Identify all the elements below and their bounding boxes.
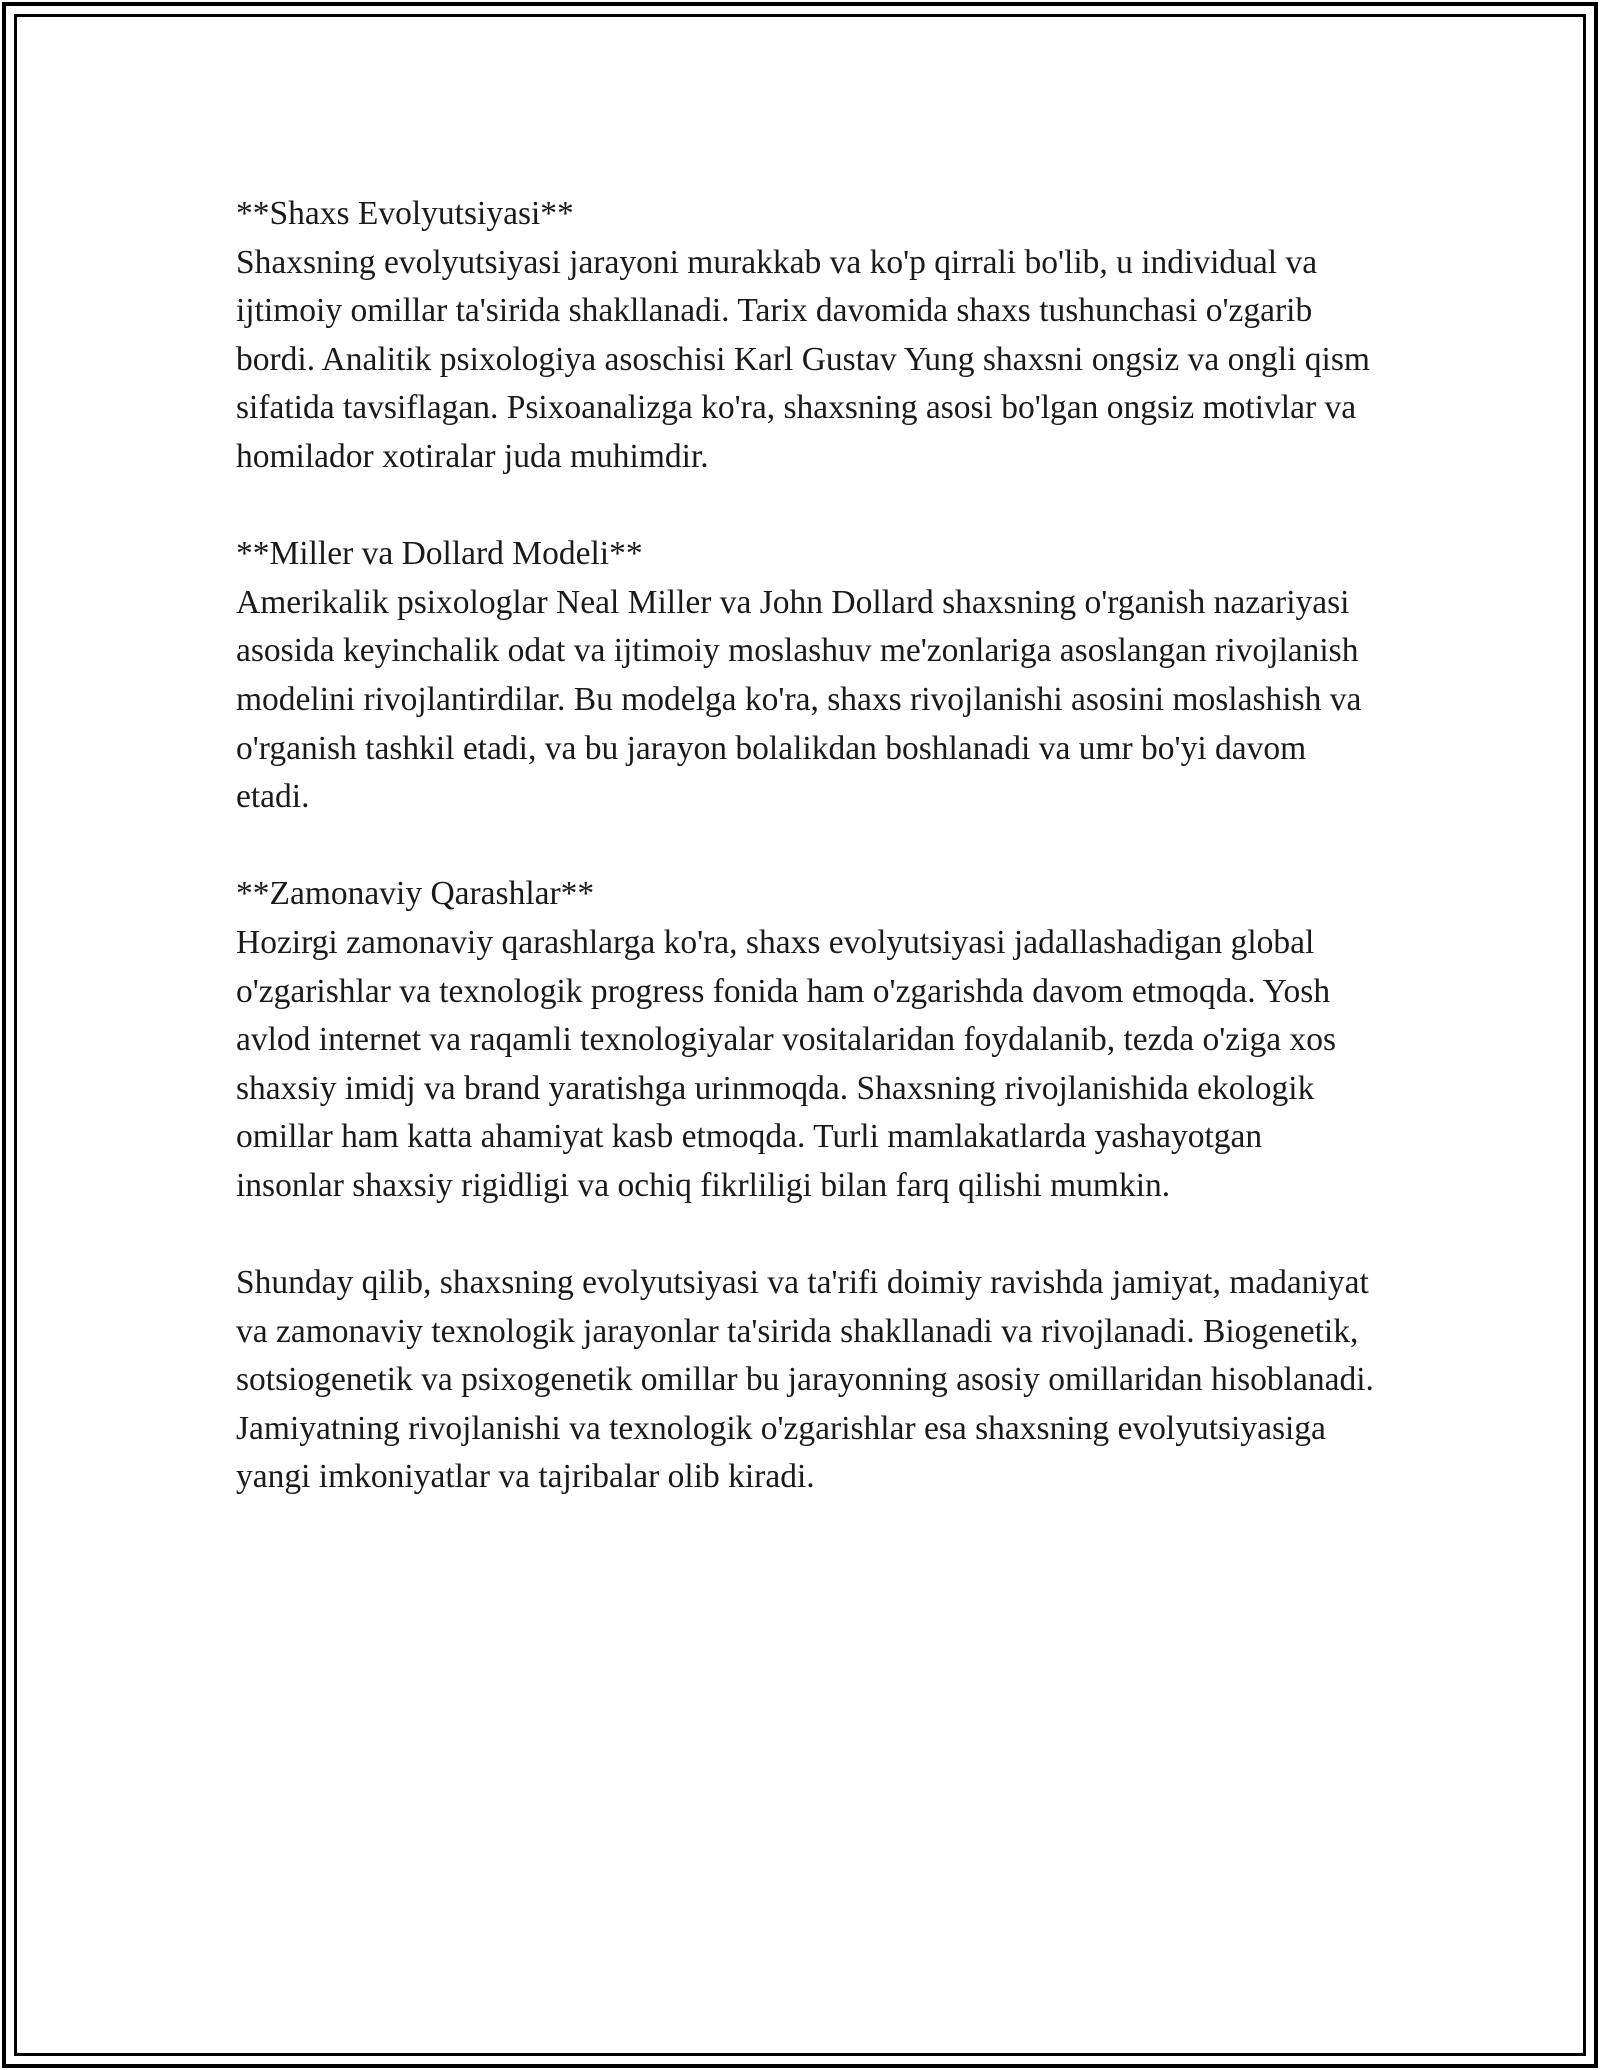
section-paragraph: Amerikalik psixologlar Neal Miller va John Dollard shaxsning o'rganish nazariyasi asosida keyinchalik odat va ijtimoiy moslashuv me'zonlariga asoslangan rivojlanish modelini rivojlantirdilar. Bu modelga ko'ra, shaxs rivojlanishi asosini moslashish va o'rganish tashkil etadi, va bu jarayon bolalikdan boshlanadi va umr bo'yi davom etadi. [236,583,1362,816]
document-body [236,190,1376,1551]
section-heading: **Zamonaviy Qarashlar** [236,875,595,913]
section-paragraph: Shaxsning evolyutsiyasi jarayoni murakkab va ko'p qirrali bo'lib, u individual va ijtimoiy omillar ta'sirida shakllanadi. Tarix davomida shaxs tushunchasi o'zgarib bordi. Analitik psixologiya asoschisi Karl Gustav Yung shaxsni ongsiz va ongli qism sifatida tavsiflagan. Psixoanalizga ko'ra, shaxsning asosi bo'lgan ongsiz motivlar va homilador xotiralar juda muhimdir. [236,243,1370,475]
section-shaxs-evolyutsiyasi [236,190,1376,482]
section-miller-dollard-modeli [236,530,1376,822]
section-paragraph: Hozirgi zamonaviy qarashlarga ko'ra, shaxs evolyutsiyasi jadallashadigan global o'zgarishlar va texnologik progress fonida ham o'zgarishda davom etmoqda. Yosh avlod internet va raqamli texnologiyalar vositalaridan foydalanib, tezda o'ziga xos shaxsiy imidj va brand yaratishga urinmoqda. Shaxsning rivojlanishida ekologik omillar ham katta ahamiyat kasb etmoqda. Turli mamlakatlarda yashayotgan insonlar shaxsiy rigidligi va ochiq fikrliligi bilan farq qilishi mumkin. [236,923,1336,1204]
section-zamonaviy-qarashlar [236,870,1376,1210]
section-heading: **Shaxs Evolyutsiyasi** [236,195,574,232]
conclusion-paragraph: Shunday qilib, shaxsning evolyutsiyasi va ta'rifi doimiy ravishda jamiyat, madaniyat va zamonaviy texnologik jarayonlar ta'sirida shakllanadi va rivojlanadi. Biogenetik, sotsiogenetik va psixogenetik omillar bu jarayonning asosiy omillaridan hisoblanadi. Jamiyatning rivojlanishi va texnologik o'zgarishlar esa shaxsning evolyutsiyasiga yangi imkoniyatlar va tajribalar olib kiradi. [236,1264,1374,1496]
conclusion-block [236,1259,1376,1502]
section-heading: **Miller va Dollard Modeli** [236,535,643,573]
